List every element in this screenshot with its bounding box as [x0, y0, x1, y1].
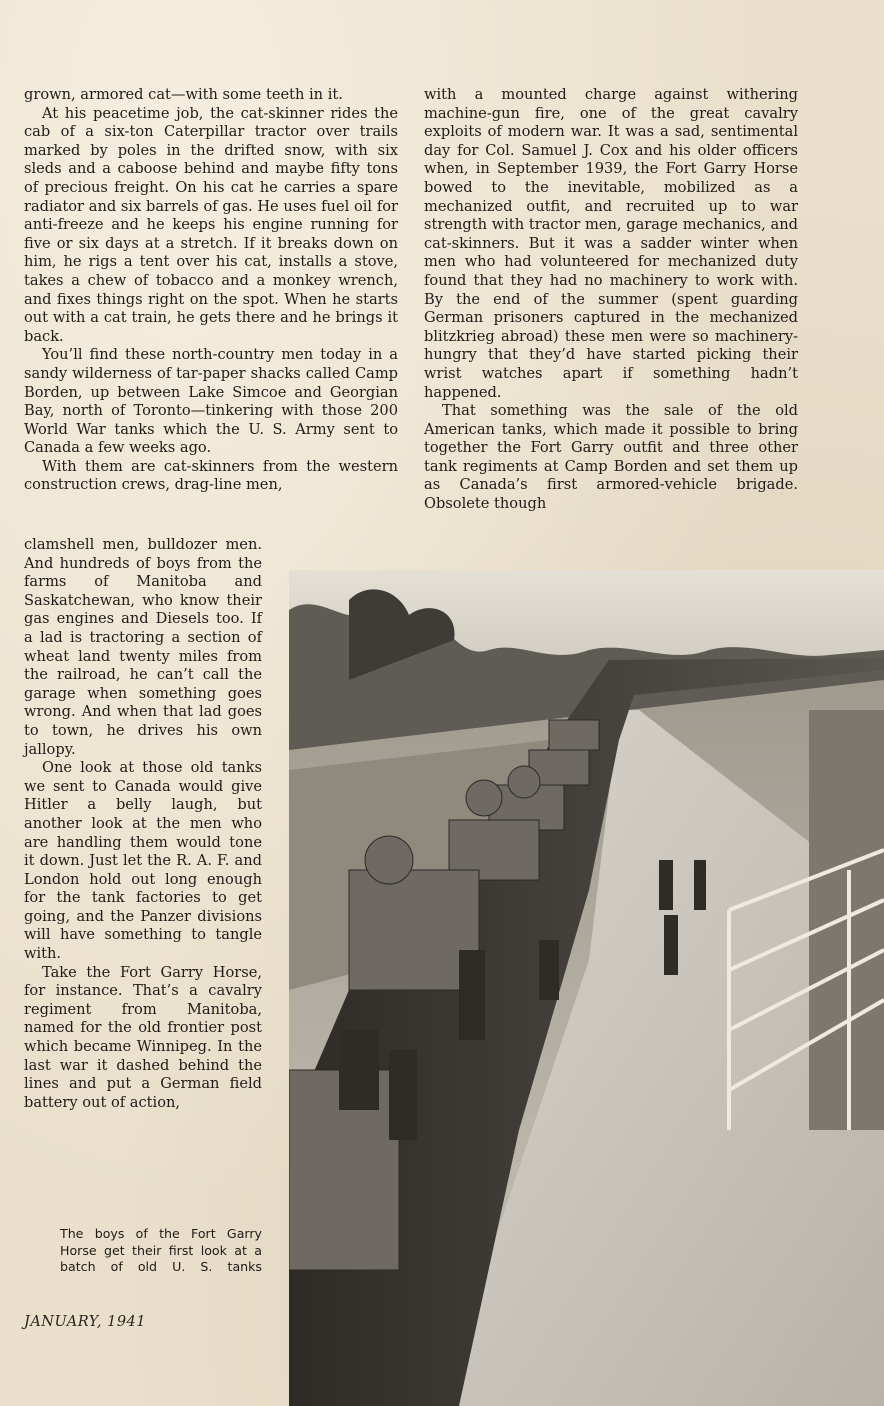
article-column-left-narrow	[24, 536, 262, 1112]
article-paragraph: That something was the sale of the old American tanks, which made it possible to bring together the Fort Garry outfit and three other tank regiments at Camp Borden and set them up as Canada’s first armored-vehicle brigade. Obsolete though	[424, 402, 798, 513]
article-paragraph: You’ll find these north-country men today in a sandy wilderness of tar-paper shacks called Camp Borden, up between Lake Simcoe and Georgian Bay, north of Toronto—tinkering with those 200 World War tanks which the U. S. Army sent to Canada a few weeks ago.	[24, 346, 398, 457]
page-footer-date: JANUARY, 1941	[24, 1314, 147, 1330]
article-paragraph: With them are cat-skinners from the western construction crews, drag-line men,	[24, 457, 398, 494]
article-paragraph: Take the Fort Garry Horse, for instance. That’s a cavalry regiment from Manitoba, named for the old frontier post which became Winnipeg. In the last war it dashed behind the lines and put a German field battery out of action,	[24, 963, 262, 1111]
article-column-right-top	[424, 86, 798, 514]
article-paragraph: clamshell men, bulldozer men. And hundreds of boys from the farms of Manitoba and Saskatchewan, who know their gas engines and Diesels too. If a lad is tractoring a section of wheat land twenty miles from the railroad, he can’t call the garage when something goes wrong. And when that lad goes to town, he drives his own jallopy.	[24, 536, 262, 758]
tank-train-photo	[289, 570, 884, 1406]
photo-caption: The boys of the Fort Garry Horse get their first look at a batch of old U. S. tanks	[60, 1226, 262, 1275]
article-paragraph: with a mounted charge against withering machine-gun fire, one of the great cavalry exploits of modern war. It was a sad, sentimental day for Col. Samuel J. Cox and his older officers when, in September 1939, the Fort Garry Horse bowed to the inevitable, mobilized as a mechanized outfit, and recruited up to war strength with tractor men, garage mechanics, and cat-skinners. But it was a sadder winter when men who had volunteered for mechanized duty found that they had no machinery to work with. By the end of the summer (spent guarding German prisoners captured in the mechanized blitzkrieg abroad) these men were so machinery-hungry that they’d have started picking their wrist watches apart if something hadn’t happened.	[424, 86, 798, 401]
article-paragraph: One look at those old tanks we sent to Canada would give Hitler a belly laugh, but another look at the men who are handling them would tone it down. Just let the R. A. F. and London hold out long enough for the tank factories to get going, and the Panzer divisions will have something to tangle with.	[24, 759, 262, 963]
article-paragraph: grown, armored cat—with some teeth in it.	[24, 86, 343, 103]
article-paragraph: At his peacetime job, the cat-skinner rides the cab of a six-ton Caterpillar tractor over trails marked by poles in the drifted snow, with six sleds and a caboose behind and maybe fifty tons of precious freight. On his cat he carries a spare radiator and six barrels of gas. He uses fuel oil for anti-freeze and he keeps his engine running for five or six days at a stretch. If it breaks down on him, he rigs a tent over his cat, installs a stove, takes a chew of tobacco and a monkey wrench, and fixes things right on the spot. When he starts out with a cat train, he gets there and he brings it back.	[24, 104, 398, 345]
article-column-left-top	[24, 86, 398, 495]
